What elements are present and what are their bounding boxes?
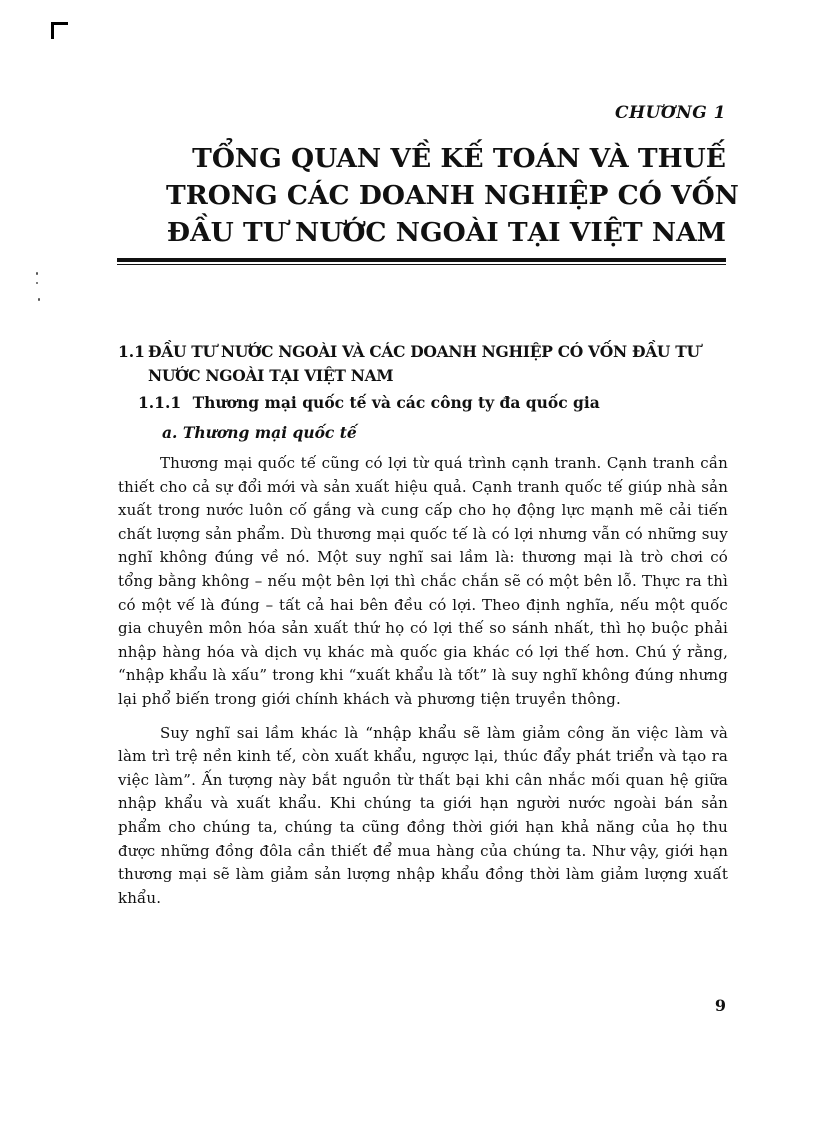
body-paragraph: Suy nghĩ sai lầm khác là “nhập khẩu sẽ làm giảm công ăn việc làm và làm trì trệ nền kinh tế, còn xuất khẩu, ngược lại, thúc đẩy phát triển và tạo ra việc làm”. Ấn tượng này bắt nguồn từ thất bại khi cân nhắc mối quan hệ giữa nhập khẩu và xuất khẩu. Khi chúng ta giới hạn người nước ngoài bán sản phẩm cho chúng ta, chúng ta cũng đồng thời giới hạn khả năng của họ thu được những đồng đôla cần thiết để mua hàng của chúng ta. Như vậy, giới hạn thương mại sẽ làm giảm sản lượng nhập khẩu đồng thời làm giảm lượng xuất khẩu. [118, 723, 728, 907]
title-rule-thick [117, 258, 726, 262]
chapter-label: CHƯƠNG 1 [614, 103, 726, 123]
chapter-title-line: ĐẦU TƯ NƯỚC NGOÀI TẠI VIỆT NAM [166, 217, 726, 248]
subsection-number: 1.1.1 [138, 393, 182, 412]
subsection-heading [118, 390, 728, 416]
body-paragraph: Thương mại quốc tế cũng có lợi từ quá trình cạnh tranh. Cạnh tranh cần thiết cho cả sự đổi mới và sản xuất hiệu quả. Cạnh tranh quốc tế giúp nhà sản xuất trong nước luôn cố gắng và cung cấp cho họ động lực mạnh mẽ cải tiến chất lượng sản phẩm. Dù thương mại quốc tế là có lợi nhưng vẫn có những suy nghĩ không đúng về nó. Một suy nghĩ sai lầm là: thương mại là trò chơi có tổng bằng không – nếu một bên lợi thì chắc chắn sẽ có một bên lỗ. Thực ra thì có một vế là đúng – tất cả hai bên đều có lợi. Theo định nghĩa, nếu một quốc gia chuyên môn hóa sản xuất thứ họ có lợi thế so sánh nhất, thì họ buộc phải nhập hàng hóa và dịch vụ khác mà quốc gia khác có lợi thế hơn. Chú ý rằng, “nhập khẩu là xấu” trong khi “xuất khẩu là tốt” là suy nghĩ không đúng nhưng lại phổ biến trong giới chính khách và phương tiện truyền thông. [118, 454, 728, 708]
title-rule-thin [117, 264, 726, 265]
scan-speck [36, 272, 38, 275]
chapter-title-line: TỔNG QUAN VỀ KẾ TOÁN VÀ THUẾ [192, 143, 726, 174]
chapter-title-line: TRONG CÁC DOANH NGHIỆP CÓ VỐN [166, 180, 739, 211]
page-content [118, 340, 728, 910]
page-number: 9 [714, 996, 726, 1015]
subheading: a. Thương mại quốc tế [162, 423, 357, 442]
section-heading [118, 340, 728, 388]
crop-mark [51, 22, 68, 39]
scan-speck [36, 282, 38, 284]
section-title: ĐẦU TƯ NƯỚC NGOÀI VÀ CÁC DOANH NGHIỆP CÓ VỐN ĐẦU TƯ NƯỚC NGOÀI TẠI VIỆT NAM [148, 342, 700, 385]
section-number: 1.1 [118, 342, 145, 361]
subsection-title: Thương mại quốc tế và các công ty đa quốc gia [192, 393, 600, 412]
scan-speck [38, 298, 40, 301]
chapter-title [166, 140, 739, 251]
